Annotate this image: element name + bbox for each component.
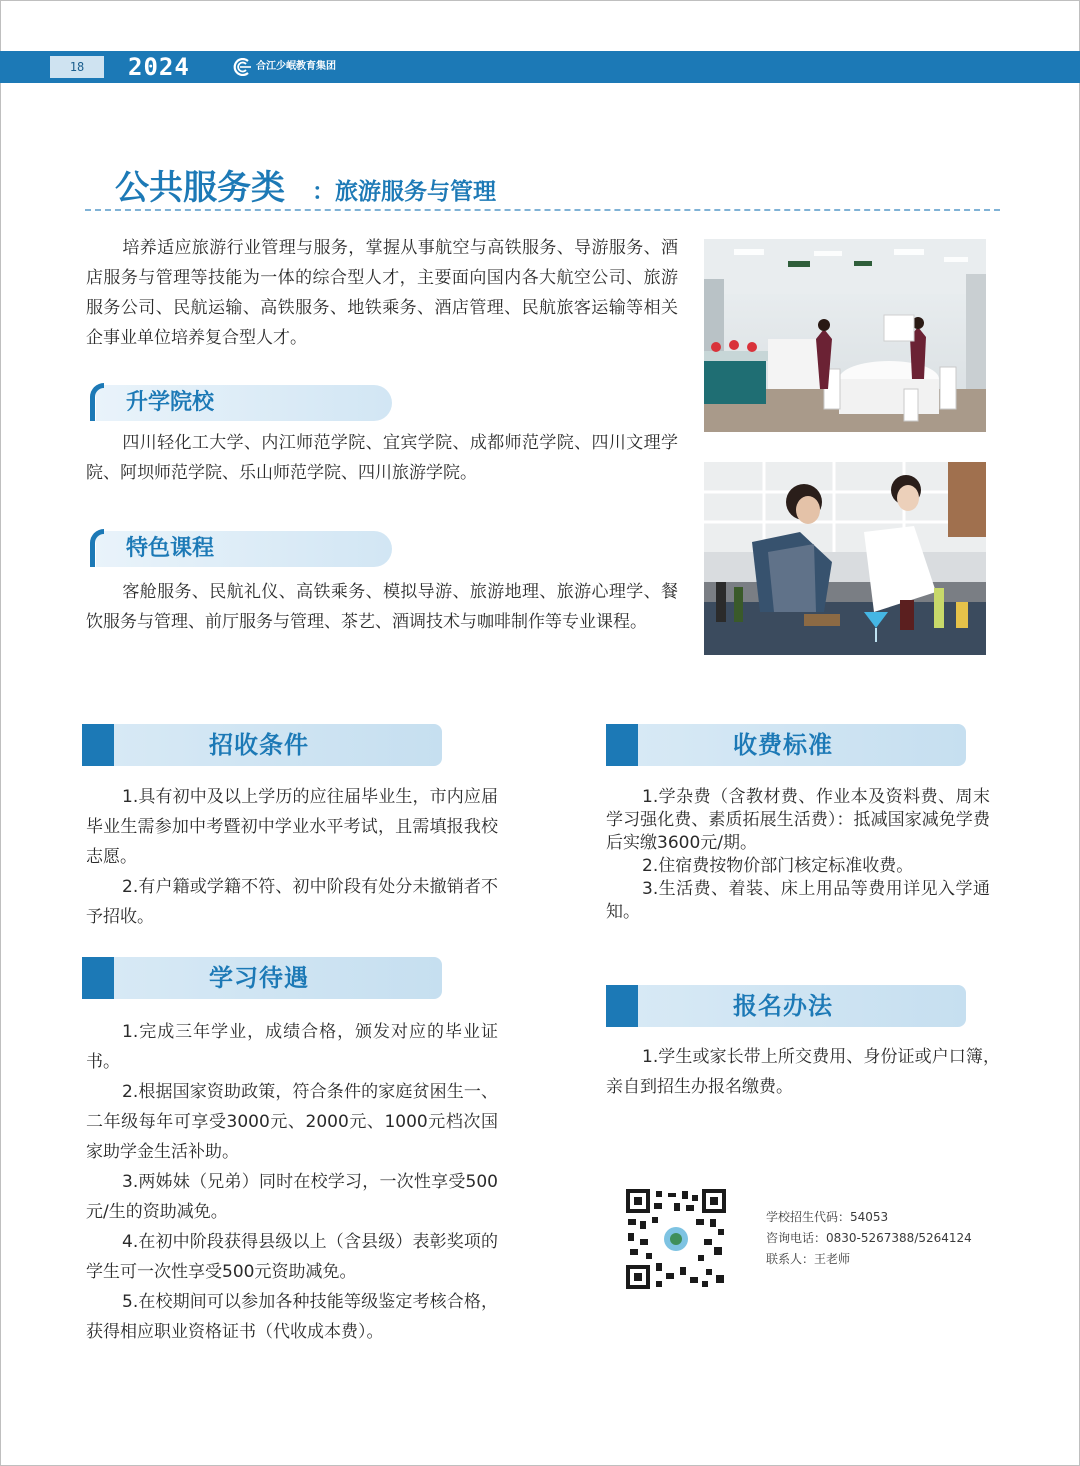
admission-item: 2.有户籍或学籍不符、初中阶段有处分未撤销者不予招收。 xyxy=(86,877,498,927)
courses-label xyxy=(90,529,395,567)
intro-paragraph: 培养适应旅游行业管理与服务，掌握从事航空与高铁服务、导游服务、酒店服务与管理等技能为一体的综合型人才，主要面向国内各大航空公司、旅游服务公司、民航运输、高铁服务、地铁乘务、酒店管理、民航旅客运输等相关企事业单位培养复合型人才。 xyxy=(86,238,678,348)
label-hook xyxy=(90,529,104,567)
benefit-item: 2.根据国家资助政策，符合条件的家庭贫困生一、二年级每年可享受3000元、2000元、1000元档次国家助学金生活补助。 xyxy=(86,1082,498,1162)
schools-label xyxy=(90,383,395,421)
fee-item: 3.生活费、着装、床上用品等费用详见入学通知。 xyxy=(606,879,990,922)
benefits-list xyxy=(86,1017,498,1347)
page-number: 18 xyxy=(50,56,104,78)
fee-item: 1.学杂费（含教材费、作业本及资料费、周末学习强化费、素质拓展生活费）：抵减国家减免学费后实缴3600元/期。 xyxy=(606,787,990,853)
label-accent-square xyxy=(606,724,638,766)
title-divider xyxy=(85,209,1000,211)
fees-label-text: 收费标准 xyxy=(733,731,833,759)
label-accent-square xyxy=(82,957,114,999)
contact-info xyxy=(766,1207,972,1270)
label-accent-square xyxy=(606,985,638,1027)
schools-paragraph: 四川轻化工大学、内江师范学院、宜宾学院、成都师范学院、四川文理学院、阿坝师范学院、乐山师范学院、四川旅游学院。 xyxy=(86,433,678,483)
fees-list xyxy=(606,786,990,924)
fee-item: 2.住宿费按物价部门核定标准收费。 xyxy=(642,856,914,876)
org-logo-icon xyxy=(232,58,252,76)
benefits-label xyxy=(82,957,442,999)
benefits-label-text: 学习待遇 xyxy=(209,964,309,992)
phone-number: 咨询电话：0830-5267388/5264124 xyxy=(766,1231,972,1245)
fees-label xyxy=(606,724,966,766)
courses-paragraph: 客舱服务、民航礼仪、高铁乘务、模拟导游、旅游地理、旅游心理学、餐饮服务与管理、前厅服务与管理、茶艺、酒调技术与咖啡制作等专业课程。 xyxy=(86,582,678,632)
photo-bartending-class xyxy=(704,462,986,655)
page-subtitle: ：旅游服务与管理 xyxy=(312,179,496,205)
signup-list xyxy=(606,1042,1000,1102)
benefit-item: 3.两姊妹（兄弟）同时在校学习，一次性享受500元/生的资助减免。 xyxy=(86,1172,498,1222)
signup-label-text: 报名办法 xyxy=(733,992,833,1020)
header-year: 2024 xyxy=(128,53,190,81)
contact-person: 联系人：王老师 xyxy=(766,1252,851,1266)
schools-label-text: 升学院校 xyxy=(126,390,215,415)
admission-label xyxy=(82,724,442,766)
org-name: 合江少岷教育集团 xyxy=(256,61,336,72)
school-code: 学校招生代码：54053 xyxy=(766,1210,889,1224)
label-accent-square xyxy=(82,724,114,766)
label-hook xyxy=(90,383,104,421)
benefit-item: 1.完成三年学业，成绩合格，颁发对应的毕业证书。 xyxy=(86,1022,498,1072)
benefit-item: 5.在校期间可以参加各种技能等级鉴定考核合格，获得相应职业资格证书（代收成本费）。 xyxy=(86,1292,498,1342)
admission-list xyxy=(86,782,498,932)
admission-item: 1.具有初中及以上学历的应往届毕业生，市内应届毕业生需参加中考暨初中学业水平考试，且需填报我校志愿。 xyxy=(86,787,498,867)
signup-label xyxy=(606,985,966,1027)
photo-banquet-hall xyxy=(704,239,986,432)
qr-code[interactable] xyxy=(626,1189,726,1289)
page-title: 公共服务类 xyxy=(115,168,285,208)
benefit-item: 4.在初中阶段获得县级以上（含县级）表彰奖项的学生可一次性享受500元资助减免。 xyxy=(86,1232,498,1282)
admission-label-text: 招收条件 xyxy=(209,731,309,759)
signup-item: 1.学生或家长带上所交费用、身份证或户口簿，亲自到招生办报名缴费。 xyxy=(606,1047,1000,1097)
courses-label-text: 特色课程 xyxy=(126,536,215,561)
